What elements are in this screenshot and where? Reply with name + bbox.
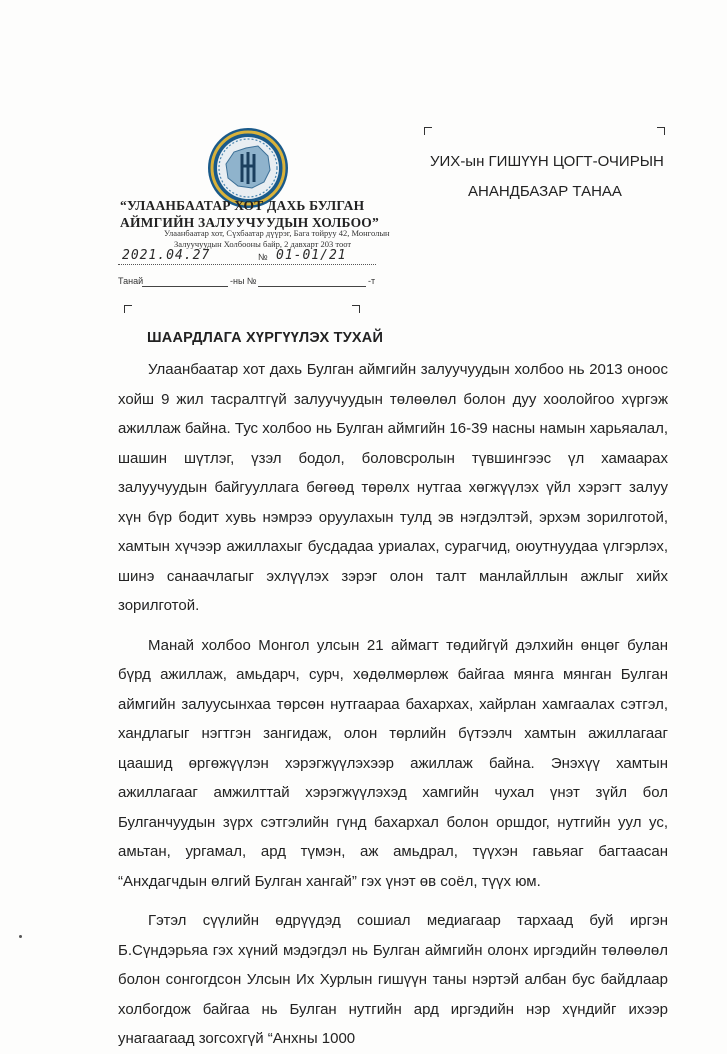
org-address-line1: Улаанбаатар хот, Сүхбаатар дүүрэг, Бага тойруу 42, Монголын (164, 228, 390, 238)
letter-title: ШААРДЛАГА ХҮРГҮҮЛЭХ ТУХАЙ (147, 330, 384, 346)
ref-label-b: -ны № (230, 276, 257, 286)
recipient-line2: АНАНДБАЗАР ТАНАА (468, 183, 622, 200)
paragraph-2: Манай холбоо Монгол улсын 21 аймагт төдийгүй дэлхийн өнцөг булан бүрд ажиллаж, амьдарч, сурч, хөдөлмөрлөж байгаа мянга мянган Булган аймгийн залуусынхаа төрсөн нутгаараа бахархах, хайрлан хамгаалах сэтгэл, хандлагыг нэгтгэн зангидаж, олон төрлийн бүтээлч хамтын ажиллагааг цаашид өргөжүүлэн хэрэгжүүлэхээр ажиллаж байна. Энэхүү хамтын ажиллагааг амжилттай хэрэгжүүлэхэд хамгийн чухал үнэт зүйл бол Булганчуудын зүрх сэтгэлийн гүнд бахархал болон оршдог, нутгийн уул ус, амьтан, ургамал, ард түмэн, аж амьдрал, түүхэн гавьяаг багтаасан “Анхдагчдын өлгий Булган хангай” гэх үнэт өв соёл, түүх юм. (118, 636, 668, 890)
recipient-block (430, 147, 664, 207)
reference-line (118, 276, 378, 290)
org-name-line2: АЙМГИЙН ЗАЛУУЧУУДЫН ХОЛБОО” (120, 215, 379, 230)
org-address-line2: Залуучуудын Холбооны байр, 2 давхарт 203 тоот (174, 238, 352, 249)
ref-blank-1 (142, 286, 228, 287)
paragraph-3: Гэтэл сүүлийн өдрүүдэд сошиал медиагаар тархаад буй иргэн Б.Сүндэрьяа гэх хүний мэдэгдэл нь Булган аймгийн олонх иргэдийн төлөөлөл болон сонгогдсон Улсын Их Хурлын гишүүн таны нэртэй албан бус байдлаар холбогдож байгаа нь Булган нутгийн ард иргэдийн нэр хүндийг ихээр унагаагаад зогсохгүй “Анхны 1000 (118, 912, 668, 1047)
org-name (120, 197, 390, 231)
recipient-bracket-right (657, 127, 665, 135)
recipient-line1: УИХ-ын ГИШҮҮН ЦОГТ-ОЧИРЫН (430, 153, 664, 170)
org-name-line1: “УЛААНБААТАР ХОТ ДАХЬ БУЛГАН (120, 198, 365, 213)
paragraph-1: Улаанбаатар хот дахь Булган аймгийн залуучуудын холбоо нь 2013 оноос хойш 9 жил тасралтгүй залуучуудын төлөөлөл болон дуу хоолойгоо хүргэж ажиллаж байна. Тус холбоо нь Булган аймгийн 16-39 насны намын харьяалал, шашин шүтлэг, үзэл бодол, боловсролын түвшингээс үл хамаарах залуучуудын байгууллага бөгөөд төрөлх нутгаа хөгжүүлэх үйл хэрэгт залуу хүн бүр бодит хувь нэмрээ оруулахын тулд эв нэгдэлтэй, эрхэм зорилготой, хамтын хүчээр ажиллахыг бусдадаа уриалах, сурагчид, оюутнуудаа үлгэрлэх, шинэ санаачлагыг эхлүүлэх зэрэг олон талт манлайллын ажлыг хийх зорилготой. (118, 361, 668, 614)
dotted-underline (118, 264, 376, 265)
title-bracket-right (352, 305, 360, 313)
date-number-line (118, 246, 376, 266)
letter-body (118, 355, 668, 1054)
title-bracket-left (124, 305, 132, 313)
ref-label-c: -т (368, 276, 376, 286)
handwritten-number: 01-01/21 (276, 248, 347, 263)
ref-label-a: Танай (118, 276, 144, 286)
number-label: № (258, 252, 268, 262)
handwritten-date: 2021.04.27 (122, 248, 211, 263)
recipient-bracket-left (424, 127, 432, 135)
ref-blank-2 (258, 286, 366, 287)
margin-dot (19, 935, 22, 938)
